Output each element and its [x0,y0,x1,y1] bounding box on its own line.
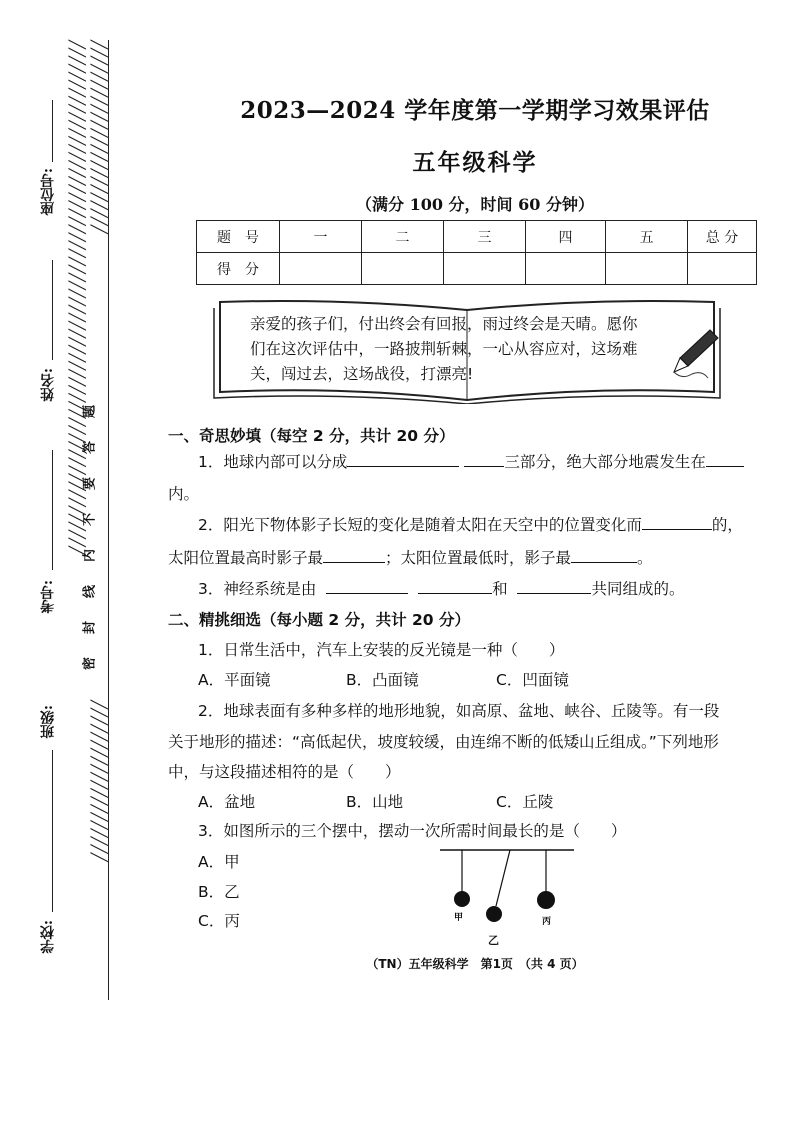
section2-q2-line2: 关于地形的描述：“高低起伏，坡度较缓，由连绵不断的低矮山丘组成。”下列地形 [168,733,719,751]
score-input-cell[interactable] [688,253,757,285]
score-table-header-row [197,221,757,253]
answer-blank[interactable] [418,579,492,594]
option-c[interactable]: C．丙 [198,912,240,930]
pendulum-figure [440,846,580,946]
option-a[interactable]: A．平面镜 [198,671,271,689]
section2-q2-line3: 中，与这段描述相符的是（ ） [168,763,401,781]
class-label: 班级: [40,705,56,739]
score-input-cell[interactable] [444,253,526,285]
encouragement-message [250,312,690,387]
answer-blank[interactable] [642,515,712,530]
section2-heading: 二、精挑细选（每小题 2 分，共计 20 分） [168,611,470,629]
score-table-cell: 四 [526,221,606,253]
question-text: ；太阳位置最低时，影子最 [385,549,572,567]
exam-title: 2023—2024 学年度第一学期学习效果评估 [240,97,710,124]
page-footer: （TN）五年级科学 第1页 （共 4 页） [366,957,584,971]
score-table-cell: 总 分 [688,221,757,253]
answer-blank[interactable] [706,452,744,467]
answer-blank[interactable] [464,452,504,467]
option-c[interactable]: C．凹面镜 [496,671,569,689]
section1-q2-cont [168,546,653,568]
score-table-score-row [197,253,757,285]
seal-char: 密 [82,657,98,671]
score-input-cell[interactable] [606,253,688,285]
section1-q2 [198,513,743,535]
section1-heading: 一、奇思妙填（每空 2 分，共计 20 分） [168,427,455,445]
section2-q3: 3．如图所示的三个摆中，摆动一次所需时间最长的是（ ） [198,822,627,840]
message-line: 们在这次评估中，一路披荆斩棘，一心从容应对，这场难 [250,340,638,358]
name-field[interactable] [52,260,53,360]
option-a[interactable]: A．甲 [198,853,240,871]
question-text: 3．神经系统是由 [198,580,317,598]
pendulum-label: 丙 [542,917,552,927]
section1-q3 [198,577,684,599]
name-label: 姓名: [40,368,56,402]
score-table-cell: 题 号 [197,221,280,253]
answer-blank[interactable] [517,579,591,594]
section1-q1 [198,450,744,472]
question-text: 的， [711,516,743,534]
question-text: 太阳位置最高时影子最 [168,549,324,567]
seat-number-field[interactable] [52,100,53,162]
question-text: 1．地球内部可以分成 [198,453,348,471]
seal-char: 不 [82,513,98,527]
seal-char: 要 [82,477,98,491]
answer-blank[interactable] [326,579,408,594]
seal-char: 封 [82,621,98,635]
score-table-cell: 五 [606,221,688,253]
score-input-cell[interactable] [526,253,606,285]
message-line: 关，闯过去，这场战役，打漂亮! [250,365,474,383]
answer-blank[interactable] [571,548,637,563]
seal-char: 题 [82,405,98,419]
seal-char: 线 [82,585,98,599]
exam-subject: 五年级科学 [412,149,538,176]
pendulum-bob-bing [537,891,555,909]
question-text: 2．阳光下物体影子长短的变化是随着太阳在天空中的位置变化而 [198,516,642,534]
answer-blank[interactable] [347,452,459,467]
exam-number-field[interactable] [52,450,53,570]
question-text: 共同组成的。 [591,580,685,598]
cut-line-right-top: ╱╱╱╱╱╱╱╱╱╱╱╱╱╱╱╱╱╱╱╱╱╱╱╱ [90,40,108,233]
pendulum-bob-yi [486,906,502,922]
section1-q1-cont: 内。 [168,485,200,503]
cut-line-right-bottom: ╱╱╱╱╱╱╱╱╱╱╱╱╱╱╱╱╱╱╱╱ [90,700,108,861]
question-text: 三部分，绝大部分地震发生在 [504,453,706,471]
pendulum-string [496,850,510,906]
cut-line-left: ╱╱╱╱╱╱╱╱╱╱╱╱╱╱╱╱╱╱╱╱╱╱╱╱╱╱╱╱╱╱╱╱╱╱╱╱╱╱╱╱╱╱╱╱╱╱╱╱╱╱╱╱╱╱╱╱╱╱╱╱╱╱╱╱ [68,40,86,554]
option-b[interactable]: B．山地 [346,793,404,811]
seal-char: 内 [82,549,98,563]
score-table-cell: 二 [362,221,444,253]
message-line: 亲爱的孩子们，付出终会有回报，雨过终会是天晴。愿你 [250,315,638,333]
option-b[interactable]: B．凸面镜 [346,671,419,689]
pendulum-label: 甲 [454,913,464,923]
school-label: 学校: [40,920,56,954]
score-table-cell: 三 [444,221,526,253]
score-table-cell: 得 分 [197,253,280,285]
section2-q1: 1．日常生活中，汽车上安装的反光镜是一种（ ） [198,641,565,659]
score-input-cell[interactable] [280,253,362,285]
section2-q2-line1: 2．地球表面有多种多样的地形地貌，如高原、盆地、峡谷、丘陵等。有一段 [198,702,720,720]
answer-blank[interactable] [323,548,385,563]
seal-char: 答 [82,441,98,455]
exam-number-label: 考号: [40,580,56,614]
school-field[interactable] [52,850,53,912]
score-input-cell[interactable] [362,253,444,285]
seat-number-label: 座位号: [40,168,56,216]
pendulum-label: 乙 [488,934,499,947]
margin-rule [108,40,109,1000]
score-table-cell: 一 [280,221,362,253]
question-text: 。 [637,549,653,567]
score-table [196,220,757,285]
option-c[interactable]: C．丘陵 [496,793,554,811]
full-score-note: （满分 100 分，时间 60 分钟） [356,195,594,214]
question-text: 和 [492,580,508,598]
pendulum-bob-jia [454,891,470,907]
option-a[interactable]: A．盆地 [198,793,256,811]
option-b[interactable]: B．乙 [198,883,240,901]
